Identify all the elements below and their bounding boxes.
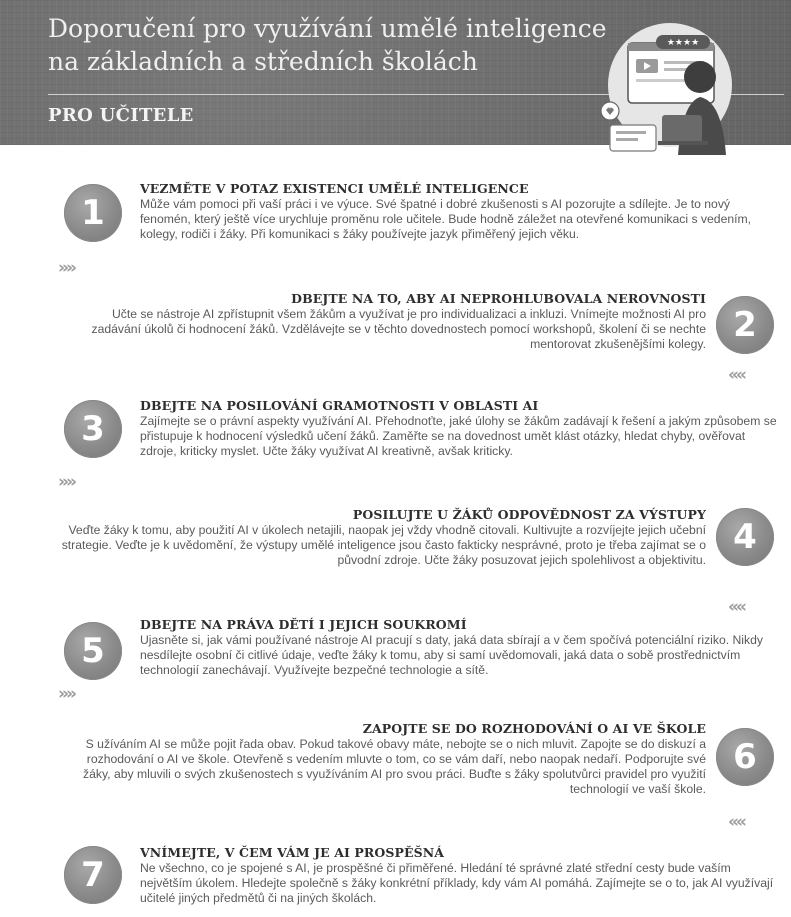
- recommendation-3: [140, 398, 780, 459]
- recommendation-heading: POSILUJTE U ŽÁKŮ ODPOVĚDNOST ZA VÝSTUPY: [352, 507, 706, 522]
- chevron-right-icon: »»: [58, 684, 74, 704]
- chevron-left-icon: ««: [728, 812, 744, 832]
- badge-number: 3: [81, 409, 105, 449]
- number-badge-2: [716, 296, 774, 354]
- recommendation-4: [58, 507, 706, 568]
- page-subtitle: PRO UČITELE: [48, 105, 194, 126]
- chevron-right-icon: »»: [58, 472, 74, 492]
- teacher-computer-illustration: [590, 15, 740, 165]
- number-badge-7: [64, 846, 122, 904]
- recommendation-text: Může vám pomoci při vaší práci i ve výuce. Své špatné i dobré zkušenosti s AI pozorujte a sdílejte. Je to nový fenomén, který ještě více urychluje proměnu role učitele. Bude hodně záležet na otevřené komunikaci s vedením, kolegy, rodiči i žáky. Při komunikaci s žáky používejte jazyk přiměřený jejich věku.: [140, 197, 752, 241]
- recommendation-text: S užíváním AI se může pojit řada obav. Pokud takové obavy máte, nebojte se o nich mluvit. Zapojte se do diskuzí a rozhodování o AI ve škole. Otevřeně s vedením mluvte o tom, co se vám daří, nebo naopak nedaří. Podporujte své žáky, aby mluvili o svých zkušenostech s využíváním AI pro svou práci. Buďte s žáky spolutvůrci pravidel pro využití technologií ve vaší škole.: [83, 737, 706, 796]
- recommendation-text: Veďte žáky k tomu, aby použití AI v úkolech netajili, naopak jej vždy vhodně citovali. Kultivujte a rozvíjejte jejich učební strategie. Veďte je k uvědomění, že výstupy umělé inteligence jsou často fakticky nesprávné, proto je třeba zajímat se o původní zdroje. Učte žáky posuzovat jejich spolehlivost a objektivitu.: [61, 523, 706, 567]
- svg-text:★★★★: ★★★★: [666, 38, 700, 48]
- recommendation-text: Ne všechno, co je spojené s AI, je prospěšné či přiměřené. Hledání té správné zlaté střední cesty bude vaším největším úkolem. Hledejte společně s žáky konkrétní příklady, kdy vám AI pomáhá. Zajímejte se o to, jak AI využívají učitelé jiných předmětů či na jiných školách.: [140, 861, 774, 905]
- page-title: Doporučení pro využívání umělé inteligence na základních a středních školách: [48, 14, 607, 76]
- badge-number: 2: [733, 305, 757, 345]
- recommendation-heading: VEZMĚTE V POTAZ EXISTENCI UMĚLÉ INTELIGENCE: [140, 181, 529, 196]
- recommendation-1: [140, 181, 780, 242]
- recommendation-text: Zajímejte se o právní aspekty využívání AI. Přehodnoťte, jaké úlohy se žákům zadávají k řešení a jakým způsobem se přistupuje k hodnocení výsledků učení žáků. Zaměřte se na dovednost umět klást otázky, hledat chyby, ověřovat zdroje, kriticky myslet. Učte žáky využívat AI kreativně, avšak kriticky.: [140, 414, 777, 458]
- number-badge-4: [716, 508, 774, 566]
- recommendation-text: Učte se nástroje AI zpřístupnit všem žákům a využívat je pro individualizaci a inkluzi. Vnímejte možnosti AI pro zadávání úkolů či hodnocení žáků. Vzdělávejte se v těchto dovednostech pomocí workshopů, školení či se nechte mentorovat zkušenějšími kolegy.: [91, 307, 706, 351]
- recommendation-2: [72, 291, 706, 352]
- recommendation-heading: DBEJTE NA POSILOVÁNÍ GRAMOTNOSTI V OBLASTI AI: [140, 398, 539, 413]
- recommendation-heading: ZAPOJTE SE DO ROZHODOVÁNÍ O AI VE ŠKOLE: [362, 721, 706, 736]
- number-badge-3: [64, 400, 122, 458]
- chevron-left-icon: ««: [728, 597, 744, 617]
- number-badge-5: [64, 622, 122, 680]
- number-badge-6: [716, 728, 774, 786]
- recommendation-5: [140, 617, 780, 678]
- number-badge-1: [64, 184, 122, 242]
- badge-number: 4: [733, 517, 757, 557]
- recommendation-6: [58, 721, 706, 797]
- recommendation-heading: DBEJTE NA TO, ABY AI NEPROHLUBOVALA NEROVNOSTI: [291, 291, 706, 306]
- recommendation-text: Ujasněte si, jak vámi používané nástroje AI pracují s daty, jaká data sbírají a v čem spočívá potenciální riziko. Nikdy nesdílejte osobní či citlivé údaje, veďte žáky k tomu, aby si samí uvědomovali, jaká data o sobě prostřednictvím technologií zanechávají. Využívejte bezpečné technologie a sítě.: [140, 633, 763, 677]
- chevron-left-icon: ««: [728, 365, 744, 385]
- badge-number: 7: [81, 855, 105, 895]
- recommendation-heading: VNÍMEJTE, V ČEM VÁM JE AI PROSPĚŠNÁ: [140, 845, 445, 860]
- badge-number: 5: [81, 631, 105, 671]
- badge-number: 1: [81, 193, 105, 233]
- recommendation-7: [140, 845, 780, 906]
- chevron-right-icon: »»: [58, 258, 74, 278]
- recommendation-heading: DBEJTE NA PRÁVA DĚTÍ I JEJICH SOUKROMÍ: [140, 617, 467, 632]
- badge-number: 6: [733, 737, 757, 777]
